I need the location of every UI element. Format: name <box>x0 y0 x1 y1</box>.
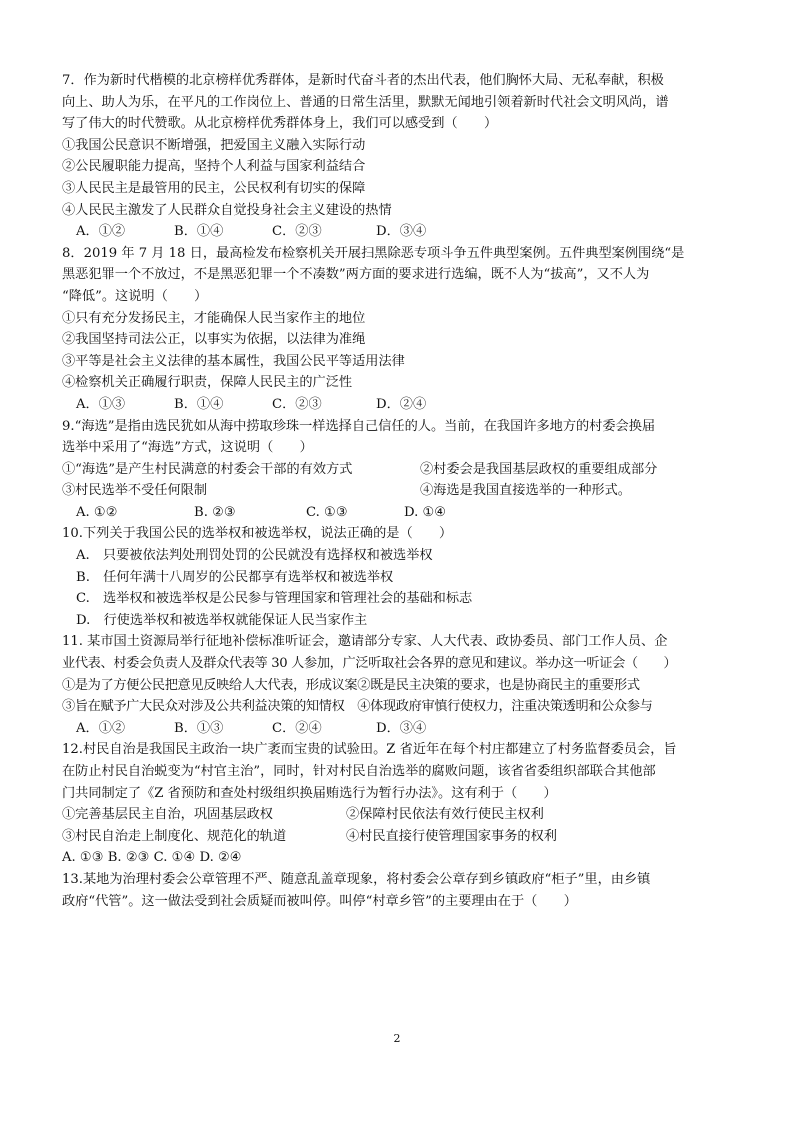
q10-option-b: B. 任何年满十八周岁的公民都享有选举权和被选举权 <box>76 569 394 585</box>
q8-stem-line-3: “降低”。这说明（ ） <box>62 288 208 304</box>
question-12 <box>62 739 732 869</box>
q9-option-a: A. ①② <box>76 504 118 520</box>
q13-stem-line-1: 13.某地为治理村委会公章管理不严、随意乱盖章现象，将村委会公章存到乡镇政府“柜子”里，由乡镇 <box>62 871 651 887</box>
q12-item-2: ②保障村民依法有效行使民主权利 <box>346 807 544 823</box>
q12-items-row-2 <box>62 826 732 848</box>
q11-option-d: D．③④ <box>376 720 427 736</box>
q9-stem-line-2: 选举中采用了“海选”方式，这说明（ ） <box>62 440 313 456</box>
q7-stem-line-3: 写了伟大的时代赞歌。从北京榜样优秀群体身上，我们可以感受到（ ） <box>62 116 498 132</box>
q9-options <box>62 502 732 524</box>
q9-stem-line-1: 9.“海选”是指由选民犹如从海中捞取珍珠一样选择自己信任的人。当前，在我国许多地方的村委会换届 <box>62 418 656 434</box>
exam-page <box>62 70 732 912</box>
q7-item-2: ②公民履职能力提高，坚持个人利益与国家利益结合 <box>62 159 366 175</box>
q12-item-3: ③村民自治走上制度化、规范化的轨道 <box>62 828 287 844</box>
q9-items-row-1 <box>62 459 732 481</box>
q8-item-3: ③平等是社会主义法律的基本属性，我国公民平等适用法律 <box>62 353 405 369</box>
q11-stem-line-2: 业代表、村委会负责人及群众代表等 30 人参加，广泛听取社会各界的意见和建议。举办这一听证会（ ） <box>62 656 677 672</box>
question-9 <box>62 416 732 524</box>
q7-option-a: A．①② <box>76 224 126 240</box>
q11-option-a: A．①② <box>76 720 126 736</box>
q7-option-d: D．③④ <box>376 224 427 240</box>
q9-option-b: B. ②③ <box>194 504 236 520</box>
q8-option-d: D．②④ <box>376 396 427 412</box>
page-number: 2 <box>393 1032 401 1045</box>
q11-options <box>62 718 732 740</box>
q12-stem-line-3: 门共同制定了《Z 省预防和查处村级组织换届贿选行为暂行办法》。这有利于（ ） <box>62 785 557 801</box>
question-7 <box>62 70 732 243</box>
question-8 <box>62 243 732 416</box>
q9-option-d: D. ①④ <box>404 504 447 520</box>
q9-item-3: ③村民选举不受任何限制 <box>62 483 208 499</box>
q7-option-b: B．①④ <box>174 224 224 240</box>
q8-options <box>62 394 732 416</box>
q8-option-c: C．②③ <box>272 396 322 412</box>
q11-items-1-2: ①是为了方便公民把意见反映给人大代表，形成议案②既是民主决策的要求，也是协商民主的重要形式 <box>62 677 640 693</box>
q9-item-2: ②村委会是我国基层政权的重要组成部分 <box>420 461 658 477</box>
q9-items-row-2 <box>62 480 732 502</box>
q8-option-b: B．①④ <box>174 396 224 412</box>
q8-item-1: ①只有充分发扬民主，才能确保人民当家作主的地位 <box>62 310 366 326</box>
q12-stem-line-1: 12.村民自治是我国民主政治一块广袤而宝贵的试验田。Z 省近年在每个村庄都建立了村务监督委员会，旨 <box>62 742 677 758</box>
q10-option-a: A. 只要被依法判处刑罚处罚的公民就没有选择权和被选举权 <box>76 548 433 564</box>
q8-stem-line-2: 黑恶犯罪一个不放过，不是黑恶犯罪一个不凑数”两方面的要求进行选编，既不人为“拔高”，又不人为 <box>62 267 650 283</box>
q9-option-c: C. ①③ <box>306 504 348 520</box>
question-10 <box>62 523 732 631</box>
q8-item-4: ④检察机关正确履行职责，保障人民民主的广泛性 <box>62 375 353 391</box>
q9-item-4: ④海选是我国直接选举的一种形式。 <box>420 483 631 499</box>
q7-item-4: ④人民民主激发了人民群众自觉投身社会主义建设的热情 <box>62 202 392 218</box>
q12-stem-line-2: 在防止村民自治蜕变为“村官主治”，同时，针对村民自治选举的腐败问题，该省省委组织部联合其他部 <box>62 764 656 779</box>
question-11 <box>62 631 732 739</box>
q7-item-1: ①我国公民意识不断增强，把爱国主义融入实际行动 <box>62 137 366 153</box>
q8-stem-line-1: 8．2019 年 7 月 18 日，最高检发布检察机关开展扫黑除恶专项斗争五件典型案例。五件典型案例围绕“是 <box>62 245 685 261</box>
q12-items-row-1 <box>62 804 732 826</box>
q12-item-4: ④村民直接行使管理国家事务的权利 <box>346 828 557 844</box>
q11-items-3-4: ③旨在赋予广大民众对涉及公共利益决策的知情权 ④体现政府审慎行使权力，注重决策透明和公众参与 <box>62 699 653 715</box>
q8-item-2: ②我国坚持司法公正，以事实为依据，以法律为准绳 <box>62 332 366 348</box>
q7-stem-line-1: 7．作为新时代楷模的北京榜样优秀群体，是新时代奋斗者的杰出代表，他们胸怀大局、无私奉献，积极 <box>62 73 664 88</box>
question-13 <box>62 869 732 912</box>
q7-stem-line-2: 向上、助人为乐，在平凡的工作岗位上、普通的日常生活里，默默无闻地引领着新时代社会文明风尚，谱 <box>62 94 669 110</box>
q11-option-c: C．②④ <box>272 720 322 736</box>
q7-options <box>62 221 732 243</box>
q10-option-c: C. 选举权和被选举权是公民参与管理国家和管理社会的基础和标志 <box>76 591 473 607</box>
q10-option-d: D. 行使选举权和被选举权就能保证人民当家作主 <box>76 612 368 628</box>
q10-stem: 10.下列关于我国公民的选举权和被选举权，说法正确的是（ ） <box>62 526 453 542</box>
q12-item-1: ①完善基层民主自治，巩固基层政权 <box>62 807 273 823</box>
q8-option-a: A．①③ <box>76 396 126 412</box>
q11-stem-line-1: 11. 某市国土资源局举行征地补偿标准听证会，邀请部分专家、人大代表、政协委员、部门工作人员、企 <box>62 634 668 650</box>
q7-option-c: C．②③ <box>272 224 322 240</box>
q7-item-3: ③人民民主是最管用的民主，公民权利有切实的保障 <box>62 180 366 196</box>
q12-options: A. ①③ B. ②③ C. ①④ D. ②④ <box>62 850 242 866</box>
q13-stem-line-2: 政府“代管”。这一做法受到社会质疑而被叫停。叫停“村章乡管”的主要理由在于（ ） <box>62 893 577 909</box>
q11-option-b: B．①③ <box>174 720 224 736</box>
q9-item-1: ①“海选”是产生村民满意的村委会干部的有效方式 <box>62 461 353 477</box>
